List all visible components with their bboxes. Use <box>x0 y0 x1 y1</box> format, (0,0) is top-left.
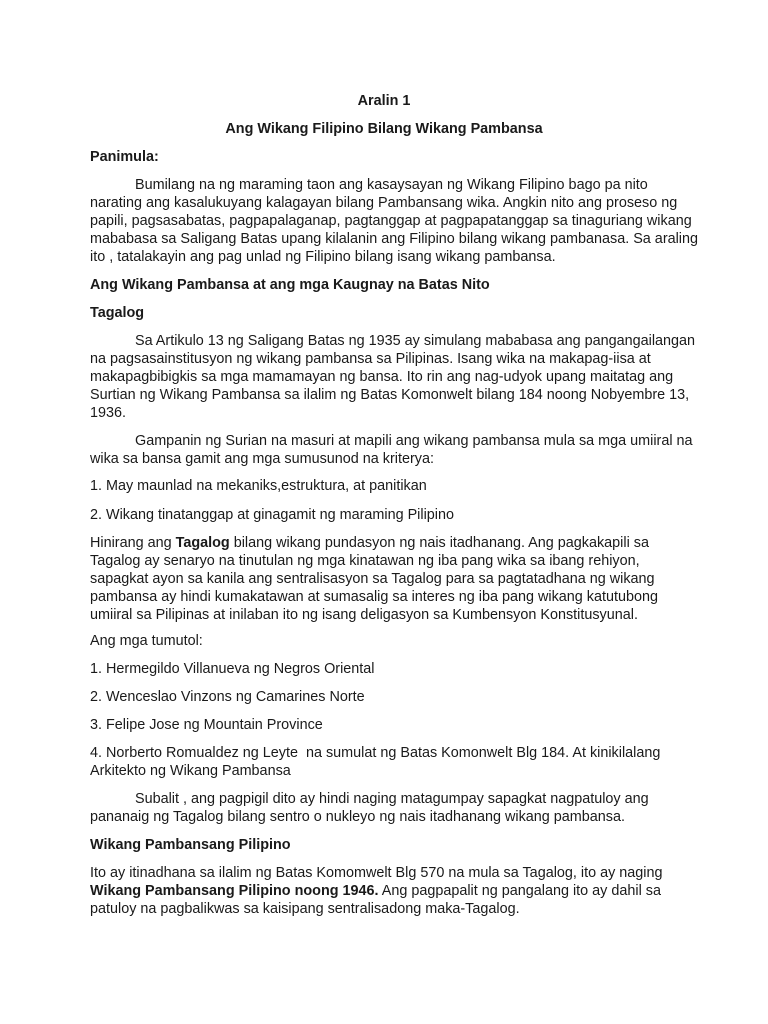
opponents-heading: Ang mga tumutol: <box>90 633 203 649</box>
intro-line: mababasa sa Saligang Batas upang kilalanin ang Filipino bilang wikang pambanasa. Sa araling <box>90 231 699 247</box>
lesson-number: Aralin 1 <box>357 93 411 109</box>
paragraph-line: makapagbibigkis sa mga mamamayan ng bansa. Ito rin ang nag-udyok upang maitatag ang <box>90 369 674 385</box>
paragraph-line: na pagsasainstitusyon ng wikang pambansa sa Pilipinas. Isang wika na makapag-iisa at <box>90 351 651 367</box>
intro-heading: Panimula: <box>90 149 159 165</box>
paragraph-line: patuloy na pagbalikwas sa kaisipang sentralisadong maka-Tagalog. <box>90 901 520 917</box>
text-run: Ang pagpapalit ng pangalang ito ay dahil sa <box>378 883 661 899</box>
text-run: bilang wikang pundasyon ng nais itadhanang. Ang pagkakapili sa <box>229 535 649 551</box>
opponent-item-cont: Arkitekto ng Wikang Pambansa <box>90 763 291 779</box>
bold-pilipino-1946: Wikang Pambansang Pilipino noong 1946. <box>90 883 379 899</box>
document-title: Ang Wikang Filipino Bilang Wikang Pambansa <box>225 121 543 137</box>
paragraph-line: Tagalog ay senaryo na tinutulan ng mga kinatawan ng iba pang wika sa ibang rehiyon, <box>90 553 640 569</box>
intro-line: ito , tatalakayin ang pag unlad ng Filipino bilang isang wikang pambansa. <box>90 249 556 265</box>
bold-tagalog: Tagalog <box>175 535 230 551</box>
opponent-item: 4. Norberto Romualdez ng Leyte na sumulat ng Batas Komonwelt Blg 184. At kinikilalang <box>90 745 661 761</box>
paragraph-line: wika sa bansa gamit ang mga sumusunod na kriterya: <box>90 451 434 467</box>
opponent-item: 1. Hermegildo Villanueva ng Negros Oriental <box>90 661 375 677</box>
paragraph-line <box>90 534 768 552</box>
section-heading: Ang Wikang Pambansa at ang mga Kaugnay na Batas Nito <box>90 277 490 293</box>
opponent-item: 3. Felipe Jose ng Mountain Province <box>90 717 323 733</box>
intro-line: papili, pagsasabatas, pagpapalaganap, pagtanggap at pagpapatanggap sa tinaguriang wikang <box>90 213 692 229</box>
paragraph-line: 1936. <box>90 405 127 421</box>
paragraph-line: Sa Artikulo 13 ng Saligang Batas ng 1935 ay simulang mababasa ang pangangailangan <box>135 333 696 349</box>
criteria-item: 1. May maunlad na mekaniks,estruktura, at panitikan <box>90 478 427 494</box>
paragraph-line: Ito ay itinadhana sa ilalim ng Batas Komomwelt Blg 570 na mula sa Tagalog, ito ay naging <box>90 865 663 881</box>
pilipino-heading: Wikang Pambansang Pilipino <box>90 837 291 853</box>
tagalog-heading: Tagalog <box>90 305 145 321</box>
paragraph-line: pananaig ng Tagalog bilang sentro o nukleyo ng nais itadhanang wikang pambansa. <box>90 809 625 825</box>
paragraph-line: Gampanin ng Surian na masuri at mapili ang wikang pambansa mula sa mga umiiral na <box>135 433 693 449</box>
intro-line: Bumilang na ng maraming taon ang kasaysayan ng Wikang Filipino bago pa nito <box>135 177 648 193</box>
paragraph-line <box>90 882 768 900</box>
paragraph-line: sapagkat ayon sa kanila ang sentralisasyon sa Tagalog para sa pagtatadhana ng wikang <box>90 571 655 587</box>
paragraph-line: pambansa ay hindi kumakatawan at sumasalig sa interes ng iba pang wikang katutubong <box>90 589 658 605</box>
paragraph-line: Surtian ng Wikang Pambansa sa ilalim ng Batas Komonwelt bilang 184 noong Nobyembre 13, <box>90 387 690 403</box>
intro-line: narating ang kasalukuyang kalagayan bilang Pambansang wika. Angkin nito ang proseso ng <box>90 195 678 211</box>
criteria-item: 2. Wikang tinatanggap at ginagamit ng maraming Pilipino <box>90 507 454 523</box>
paragraph-line: Subalit , ang pagpigil dito ay hindi naging matagumpay sapagkat nagpatuloy ang <box>135 791 649 807</box>
paragraph-line: umiiral sa Pilipinas at inilaban ito ng isang deligasyon sa Kumbensyon Konstitusyunal. <box>90 607 638 623</box>
opponent-item: 2. Wenceslao Vinzons ng Camarines Norte <box>90 689 365 705</box>
text-run: Hinirang ang <box>90 535 176 551</box>
